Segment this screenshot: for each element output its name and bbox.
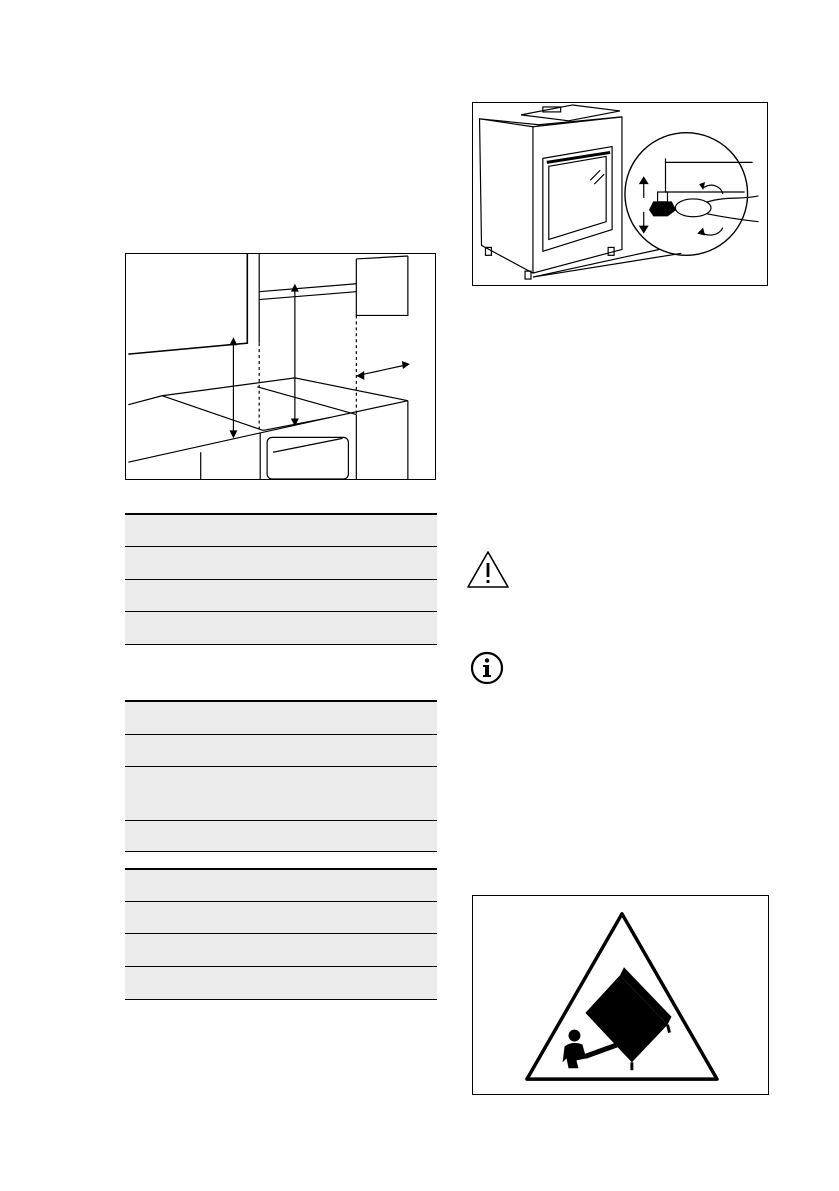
- table-cell: [125, 547, 437, 579]
- table-cell: [125, 612, 437, 644]
- kitchen-clearance-figure: [125, 253, 436, 480]
- table-cell: [125, 580, 437, 611]
- table-cell: [125, 967, 437, 999]
- info-circle-icon: [470, 651, 504, 685]
- leveling-feet-figure: [472, 102, 768, 286]
- table-row: [125, 868, 437, 902]
- table-row: [125, 700, 437, 735]
- table-cell: [125, 515, 437, 546]
- table-row: [125, 934, 437, 967]
- table-2: [125, 700, 437, 852]
- tipping-hazard-sign: [473, 896, 768, 1094]
- table-cell: [125, 902, 437, 933]
- table-cell: [125, 870, 437, 901]
- table-row: [125, 767, 437, 821]
- table-cell: [125, 821, 437, 851]
- table-row: [125, 735, 437, 767]
- table-row: [125, 967, 437, 1000]
- table-1: [125, 513, 437, 645]
- table-row: [125, 902, 437, 934]
- table-cell: [125, 934, 437, 966]
- table-row: [125, 547, 437, 580]
- table-row: [125, 821, 437, 852]
- tipping-hazard-figure: [472, 895, 769, 1095]
- table-cell: [125, 735, 437, 766]
- table-row: [125, 580, 437, 612]
- table-row: [125, 612, 437, 645]
- table-cell: [125, 702, 437, 734]
- warning-triangle-icon: [466, 550, 510, 590]
- kitchen-clearance-diagram: [126, 254, 435, 479]
- table-row: [125, 513, 437, 547]
- table-cell: [125, 767, 437, 820]
- cooker-leveling-feet-diagram: [473, 103, 767, 285]
- table-3: [125, 868, 437, 1000]
